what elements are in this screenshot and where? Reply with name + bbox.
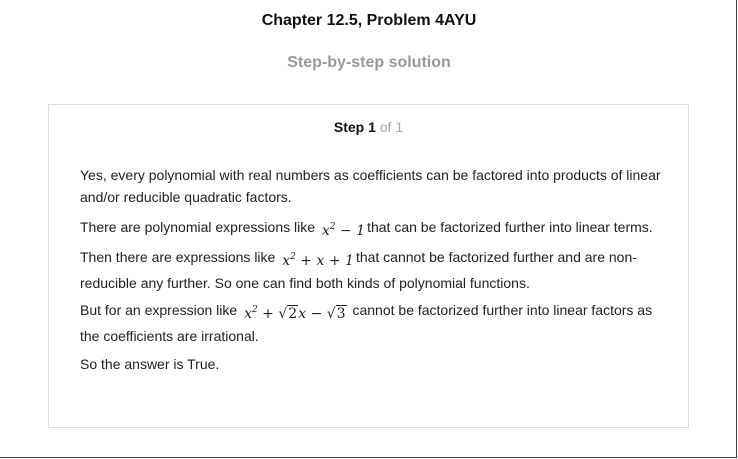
solution-paragraph-4: [80, 299, 670, 347]
step-header: [49, 119, 688, 135]
paragraph-2-text-after: that can be factorized further into linear terms.: [367, 219, 653, 235]
solution-conclusion: So the answer is True.: [80, 356, 220, 372]
paragraph-3-text-before: Then there are expressions like: [80, 249, 276, 265]
paragraph-3-text-after: that cannot be factorized further and are non-reducible any further. So one can find both kinds of polynomial functions.: [80, 249, 637, 291]
math-expression-2: $x^2 + x + 1$: [282, 252, 354, 269]
math-expression-3: $x^2 + √2x - √3$: [244, 305, 346, 322]
solution-subtitle: Step-by-step solution: [287, 54, 451, 71]
step-count: of 1: [379, 119, 404, 135]
page-title: Chapter 12.5, Problem 4AYU: [261, 12, 477, 29]
solution-paragraph-3: [80, 246, 670, 294]
paragraph-2-text-before: There are polynomial expressions like: [80, 219, 315, 235]
paragraph-4-text-before: But for an expression like: [80, 302, 238, 318]
solution-card: [48, 104, 689, 428]
step-label: Step 1: [333, 119, 376, 135]
solution-paragraph-1: Yes, every polynomial with real numbers as coefficients can be factored into products of linear and/or reducible quadratic factors.: [80, 167, 661, 205]
paragraph-4-text-after: cannot be factorized further into linear factors as the coefficients are irrational.: [80, 302, 653, 344]
solution-paragraph-2: [80, 216, 670, 242]
math-expression-1: $x^2 - 1$: [321, 222, 366, 239]
